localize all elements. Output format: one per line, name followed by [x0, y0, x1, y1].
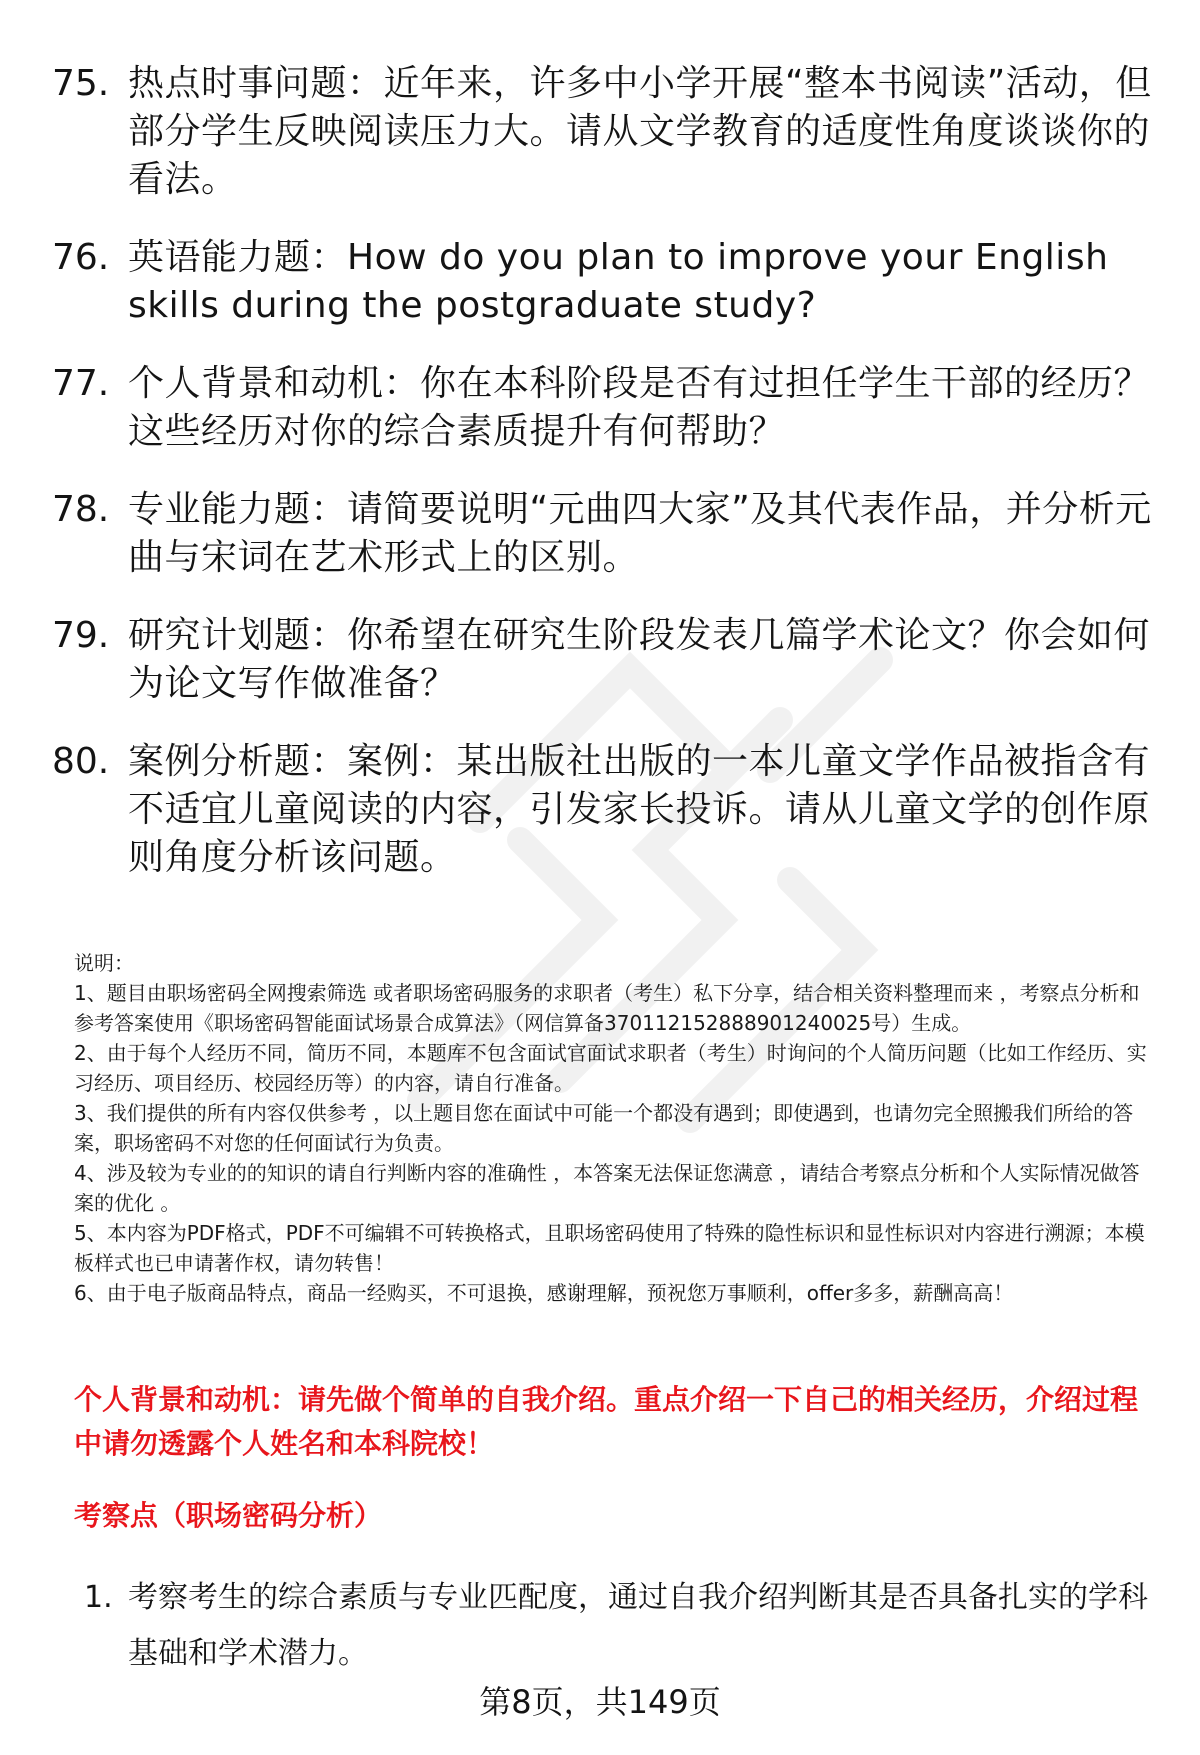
- question-list: [52, 60, 1152, 912]
- notes-section: [74, 948, 1154, 1308]
- question-text: 研究计划题：你希望在研究生阶段发表几篇学术论文？你会如何为论文写作做准备？: [128, 615, 1151, 704]
- notes-title: 说明：: [74, 951, 134, 975]
- question-text: 案例分析题：案例：某出版社出版的一本儿童文学作品被指含有不适宜儿童阅读的内容，引发家长投诉。请从儿童文学的创作原则角度分析该问题。: [128, 741, 1151, 878]
- question-number: 78.: [52, 489, 110, 530]
- question-number: 76.: [52, 237, 110, 278]
- analysis-point-text: 考察考生的综合素质与专业匹配度，通过自我介绍判断其是否具备扎实的学科基础和学术潜力。: [128, 1580, 1148, 1671]
- notes-item: 4、涉及较为专业的的知识的请自行判断内容的准确性 ，本答案无法保证您满意 ，请结合考察点分析和个人实际情况做答案的优化 。: [74, 1161, 1140, 1215]
- notes-item: 6、由于电子版商品特点，商品一经购买，不可退换，感谢理解，预祝您万事顺利，offer多多，薪酬高高！: [74, 1281, 1014, 1305]
- question-text: 专业能力题：请简要说明“元曲四大家”及其代表作品，并分析元曲与宋词在艺术形式上的区别。: [128, 489, 1152, 578]
- question-item: [52, 486, 1152, 582]
- notes-item: 5、本内容为PDF格式，PDF不可编辑不可转换格式，且职场密码使用了特殊的隐性标识和显性标识对内容进行溯源；本模板样式也已申请著作权，请勿转售！: [74, 1221, 1145, 1275]
- page-number: 第8页，共149页: [479, 1683, 721, 1721]
- question-text: 英语能力题：How do you plan to improve your English skills during the postgraduate study?: [128, 237, 1109, 326]
- analysis-point-number: 1.: [84, 1580, 113, 1615]
- question-number: 80.: [52, 741, 110, 782]
- highlight-question-heading: 个人背景和动机：请先做个简单的自我介绍。重点介绍一下自己的相关经历，介绍过程中请勿透露个人姓名和本科院校！: [74, 1383, 1139, 1460]
- question-text: 个人背景和动机：你在本科阶段是否有过担任学生干部的经历？这些经历对你的综合素质提升有何帮助？: [128, 363, 1151, 452]
- question-item: [52, 612, 1152, 708]
- question-item: [52, 738, 1152, 882]
- question-item: [52, 360, 1152, 456]
- question-item: [52, 60, 1152, 204]
- question-number: 75.: [52, 63, 110, 104]
- question-text: 热点时事问题：近年来，许多中小学开展“整本书阅读”活动，但部分学生反映阅读压力大。请从文学教育的适度性角度谈谈你的看法。: [128, 63, 1152, 200]
- analysis-subheading: 考察点（职场密码分析）: [74, 1499, 383, 1532]
- notes-item: 1、题目由职场密码全网搜索筛选 或者职场密码服务的求职者（考生）私下分享，结合相关资料整理而来 ，考察点分析和参考答案使用《职场密码智能面试场景合成算法》（网信算备370112152888901240025号）生成。: [74, 981, 1140, 1035]
- notes-item: 2、由于每个人经历不同，简历不同，本题库不包含面试官面试求职者（考生）时询问的个人简历问题（比如工作经历、实习经历、项目经历、校园经历等）的内容，请自行准备。: [74, 1041, 1147, 1095]
- question-number: 79.: [52, 615, 110, 656]
- analysis-point: [84, 1570, 1164, 1682]
- question-item: [52, 234, 1152, 330]
- notes-item: 3、我们提供的所有内容仅供参考 ，以上题目您在面试中可能一个都没有遇到；即使遇到，也请勿完全照搬我们所给的答案，职场密码不对您的任何面试行为负责。: [74, 1101, 1134, 1155]
- question-number: 77.: [52, 363, 110, 404]
